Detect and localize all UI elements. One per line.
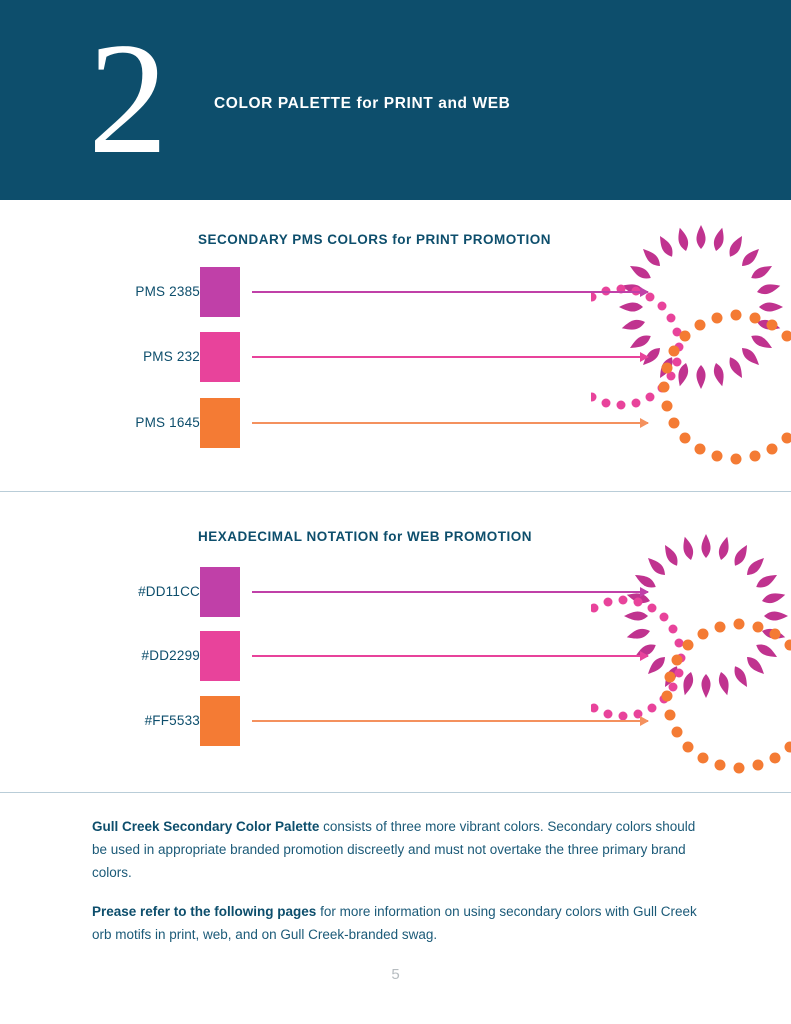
swatch-color-ff5533 (200, 696, 240, 746)
body-paragraph-1-lead: Gull Creek Secondary Color Palette (92, 819, 320, 834)
section-title-print: SECONDARY PMS COLORS for PRINT PROMOTION (198, 232, 552, 247)
swatch-color-dd2299 (200, 631, 240, 681)
swatch-row (0, 332, 791, 382)
section-number: 2 (88, 9, 166, 187)
swatch-label: #DD11CC (138, 584, 200, 599)
swatch-color-pms1645 (200, 398, 240, 448)
swatch-label: PMS 232 (143, 349, 200, 364)
page-number: 5 (391, 966, 400, 983)
body-paragraph-2-text: for more information on using secondary colors with Gull Creek orb motifs in print, web, and on Gull Creek-branded swag. (92, 904, 697, 942)
page-header (0, 0, 791, 200)
swatch-color-pms232 (200, 332, 240, 382)
body-paragraph-1-text: consists of three more vibrant colors. Secondary colors should be used in appropriate branded promotion discreetly and must not overtake the three primary brand colors. (92, 819, 696, 880)
swatch-label: PMS 2385 (135, 284, 200, 299)
body-paragraph-2-lead: Prease refer to the following pages (92, 904, 317, 919)
swatch-color-dd11cc (200, 567, 240, 617)
swatch-row (0, 267, 791, 317)
swatch-arrow (252, 655, 648, 657)
swatch-arrow (252, 356, 648, 358)
swatch-label: PMS 1645 (135, 415, 200, 430)
section-divider (0, 792, 791, 793)
swatch-row (0, 631, 791, 681)
swatch-arrow (252, 422, 648, 424)
section-title-web: HEXADECIMAL NOTATION for WEB PROMOTION (198, 529, 532, 544)
page-title: COLOR PALETTE for PRINT and WEB (214, 95, 511, 112)
swatch-label: #DD2299 (141, 648, 200, 663)
swatch-arrow (252, 591, 648, 593)
swatch-label: #FF5533 (144, 713, 200, 728)
swatch-row (0, 567, 791, 617)
swatch-row (0, 696, 791, 746)
swatch-color-pms2385 (200, 267, 240, 317)
swatch-row (0, 398, 791, 448)
swatch-arrow (252, 720, 648, 722)
swatch-arrow (252, 291, 648, 293)
body-paragraph-1 (92, 815, 700, 884)
body-paragraph-2 (92, 900, 700, 946)
